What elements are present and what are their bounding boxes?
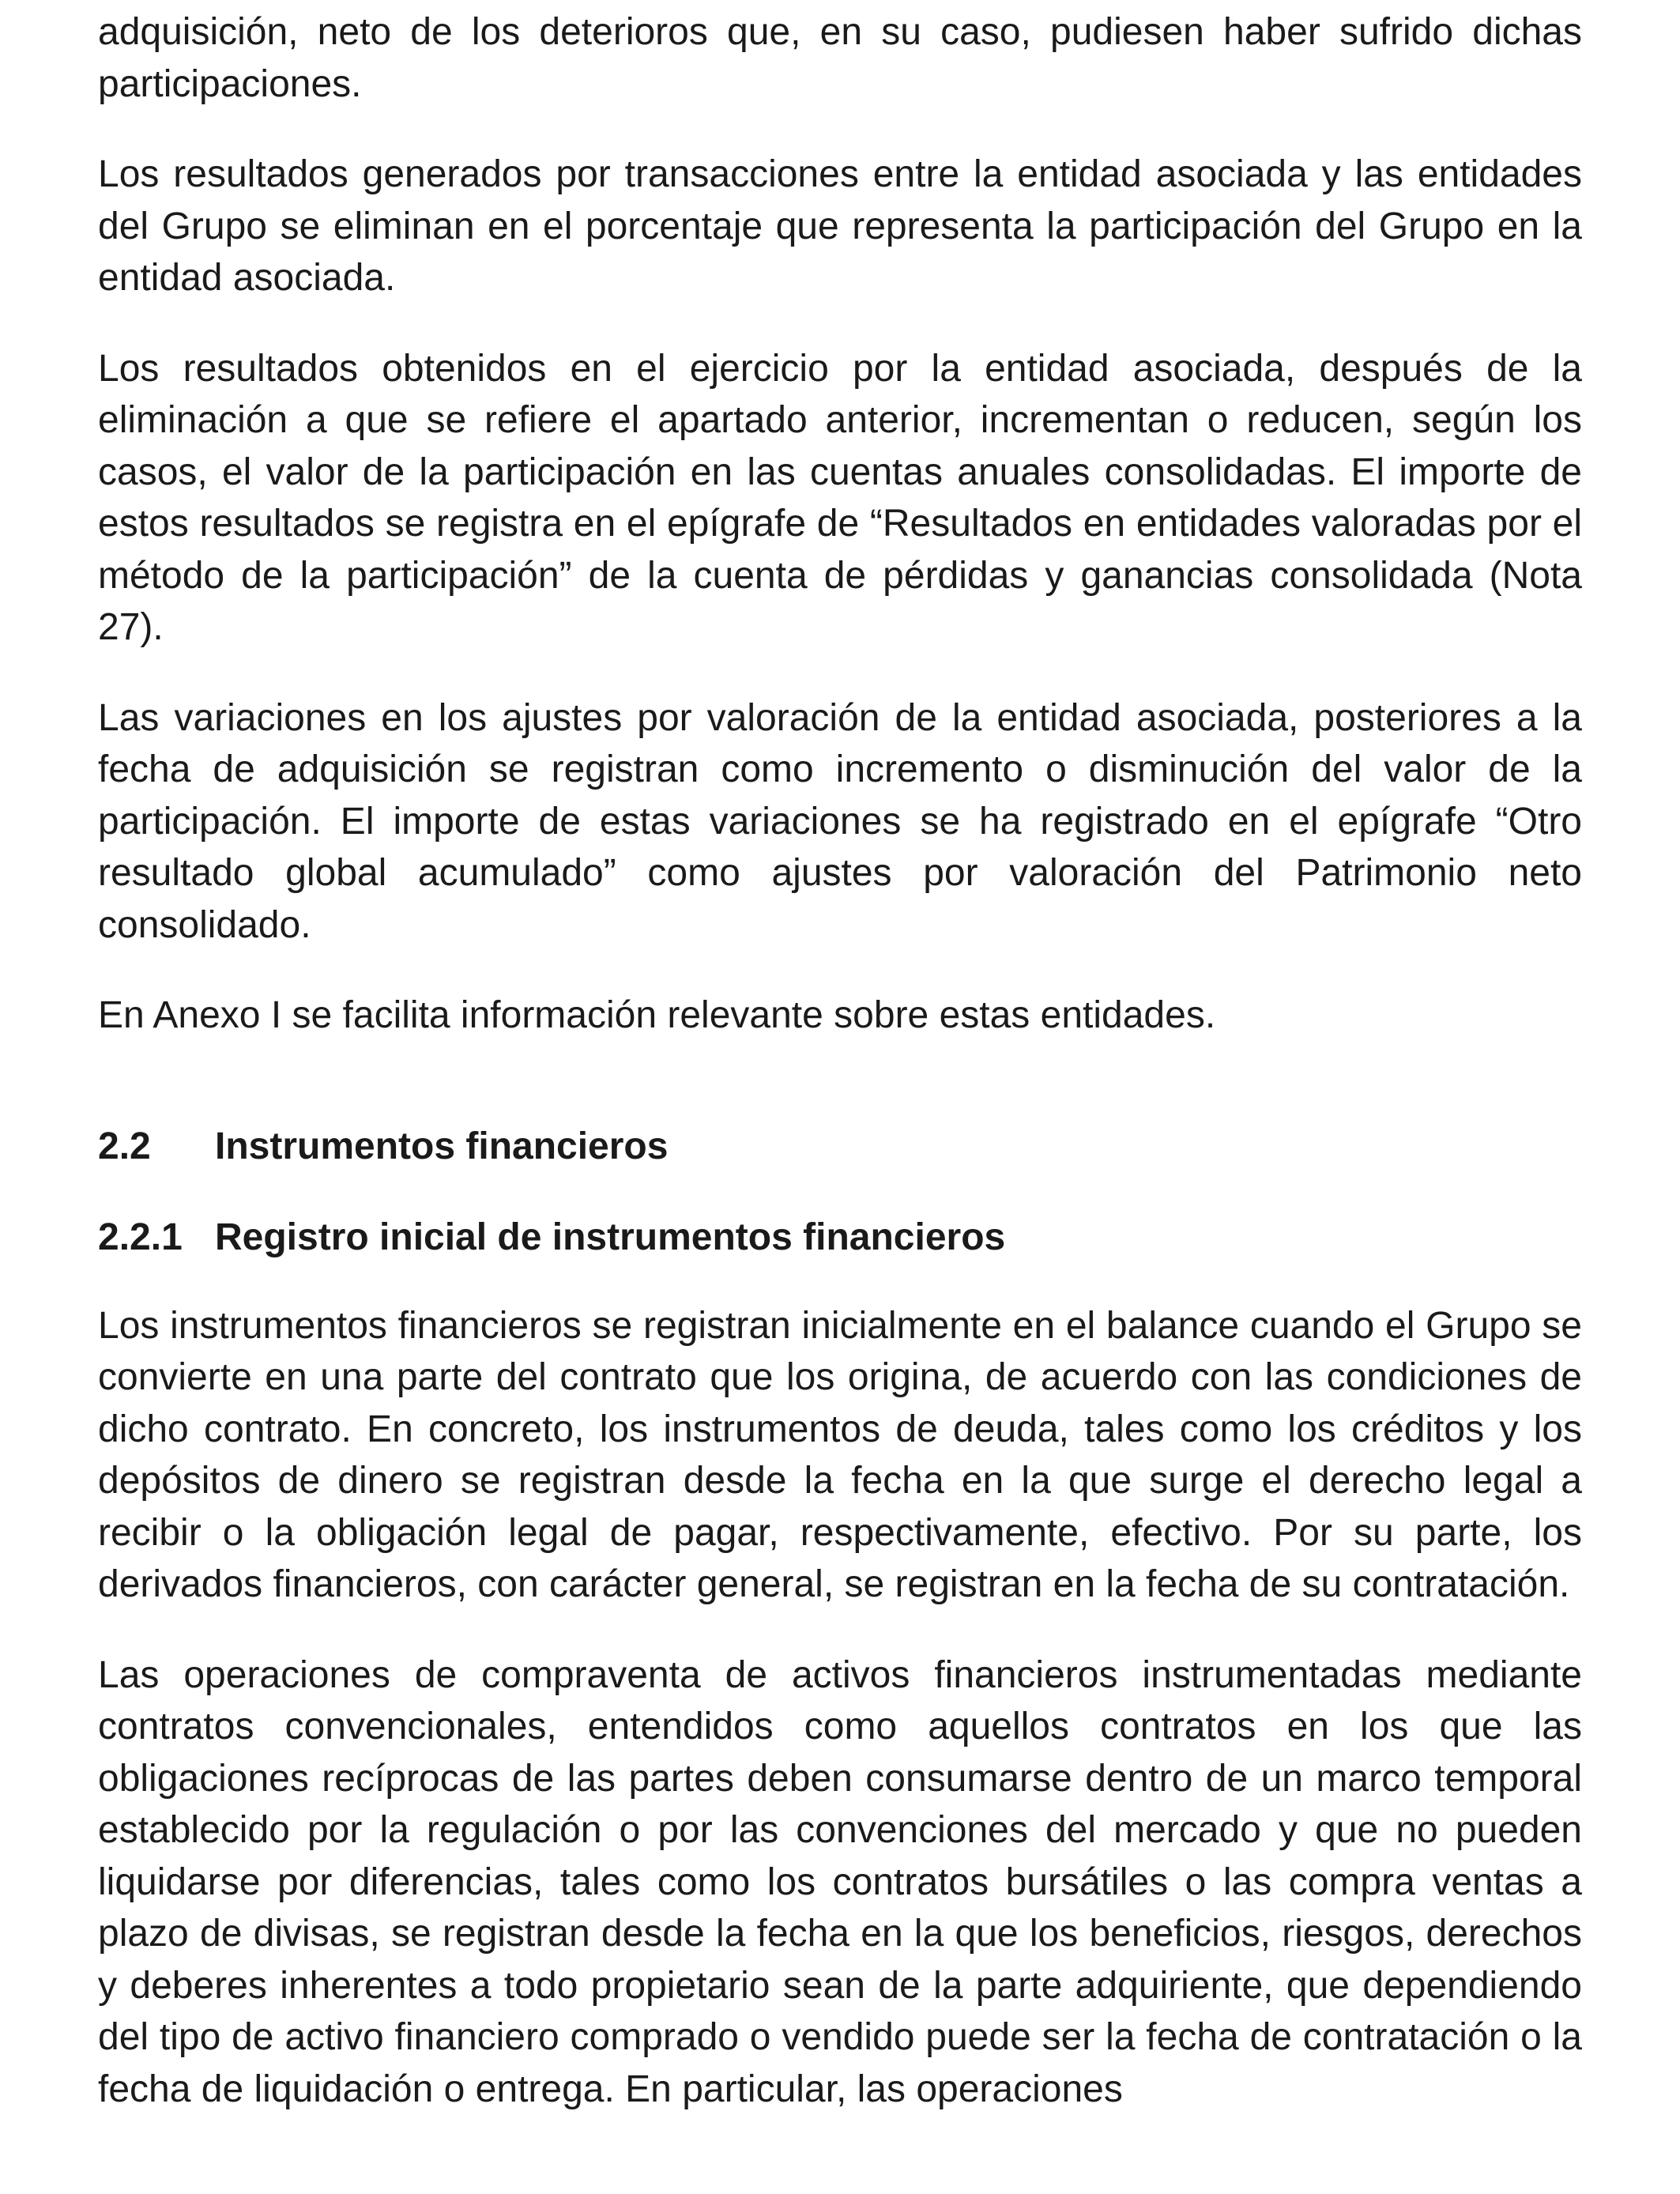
paragraph-resultados-obtenidos: Los resultados obtenidos en el ejercicio por la entidad asociada, después de la eliminación a que se refiere el apartado anterior, incrementan o reducen, según los casos, el valor de la participación en las cuentas anuales consolidadas. El importe de estos resultados se registra en el epígrafe de “Resultados en entidades valoradas por el método de la participación” de la cuenta de pérdidas y ganancias consolidada (Nota 27). <box>98 347 1582 648</box>
paragraph-resultados-transacciones: Los resultados generados por transacciones entre la entidad asociada y las entidades del Grupo se eliminan en el porcentaje que representa la participación del Grupo en la entidad asociada. <box>98 153 1582 299</box>
section-title: Instrumentos financieros <box>215 1125 669 1167</box>
subsection-title: Registro inicial de instrumentos financieros <box>215 1216 1006 1258</box>
document-page <box>98 6 1582 2115</box>
paragraph-anexo: En Anexo I se facilita información relevante sobre estas entidades. <box>98 994 1216 1036</box>
section-heading <box>98 1121 1582 1173</box>
paragraph-operaciones-compraventa: Las operaciones de compraventa de activos financieros instrumentadas mediante contratos convencionales, entendidos como aquellos contratos en los que las obligaciones recíprocas de las partes deben consumarse dentro de un marco temporal establecido por la regulación o por las convenciones del mercado y que no pueden liquidarse por diferencias, tales como los contratos bursátiles o las compra ventas a plazo de divisas, se registran desde la fecha en la que los beneficios, riesgos, derechos y deberes inherentes a todo propietario sean de la parte adquiriente, que dependiendo del tipo de activo financiero comprado o vendido puede ser la fecha de contratación o la fecha de liquidación o entrega. En particular, las operaciones <box>98 1653 1582 2110</box>
section-number: 2.2 <box>98 1125 151 1167</box>
paragraph-adquisicion: adquisición, neto de los deterioros que, en su caso, pudiesen haber sufrido dichas participaciones. <box>98 11 1582 105</box>
paragraph-registro-inicial: Los instrumentos financieros se registran inicialmente en el balance cuando el Grupo se convierte en una parte del contrato que los origina, de acuerdo con las condiciones de dicho contrato. En concreto, los instrumentos de deuda, tales como los créditos y los depósitos de dinero se registran desde la fecha en la que surge el derecho legal a recibir o la obligación legal de pagar, respectivamente, efectivo. Por su parte, los derivados financieros, con carácter general, se registran en la fecha de su contratación. <box>98 1304 1582 1605</box>
subsection-number: 2.2.1 <box>98 1216 183 1258</box>
paragraph-variaciones-ajustes: Las variaciones en los ajustes por valoración de la entidad asociada, posteriores a la fecha de adquisición se registran como incremento o disminución del valor de la participación. El importe de estas variaciones se ha registrado en el epígrafe “Otro resultado global acumulado” como ajustes por valoración del Patrimonio neto consolidado. <box>98 696 1582 946</box>
subsection-heading <box>98 1212 1582 1264</box>
